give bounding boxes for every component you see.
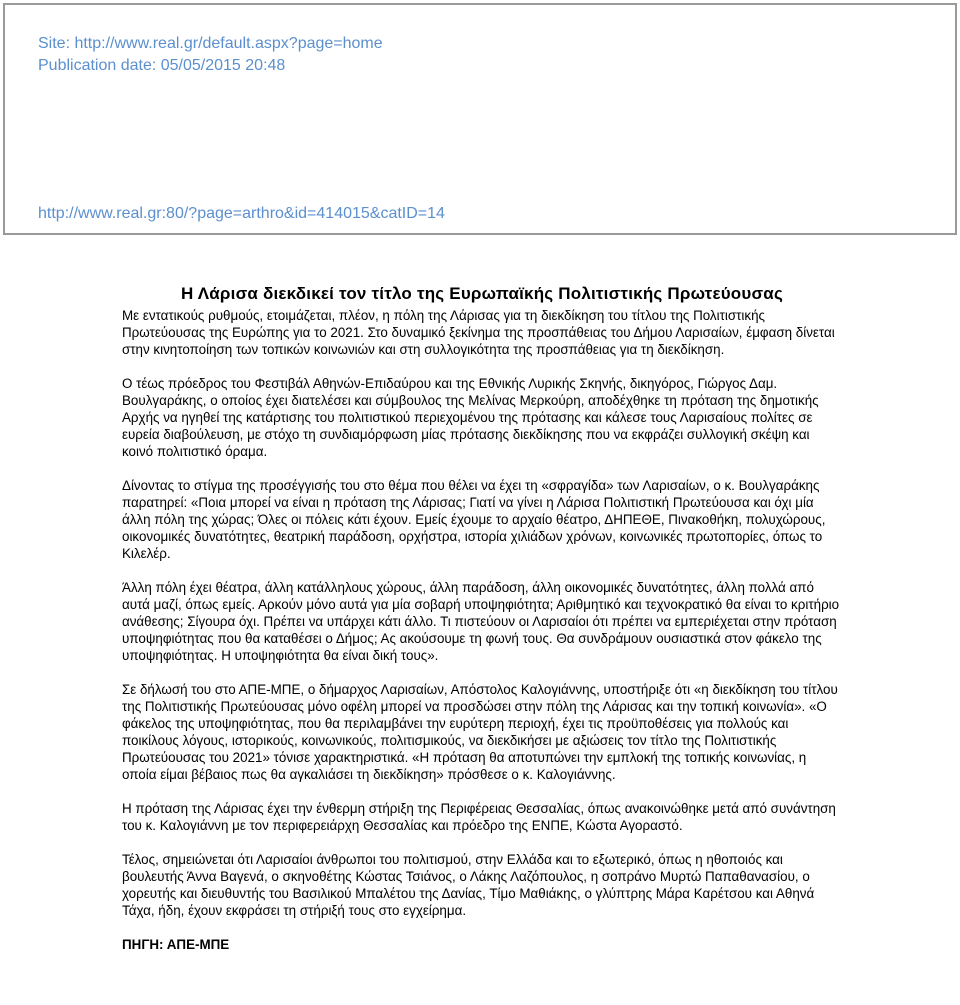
article-body (122, 283, 842, 953)
paragraph-5: Σε δήλωσή του στο ΑΠΕ-ΜΠΕ, ο δήμαρχος Λαρισαίων, Απόστολος Καλογιάννης, υποστήριξε ότι «η διεκδίκηση του τίτλου της Πολιτιστικής Πρωτεύουσας μόνο οφέλη μπορεί να προσδώσει στην πόλη της Λάρισας και την τοπική κοινωνία». «Ο φάκελος της υποψηφιότητας, που θα περιλαμβάνει την ευρύτερη περιοχή, έχει τις προϋποθέσεις για πολλούς και ποικίλους λόγους, ιστορικούς, κοινωνικούς, πολιτισμικούς, να διεκδικήσει με αξιώσεις τον τίτλο της Πολιτιστικής Πρωτεύουσας του 2021» τόνισε χαρακτηριστικά. «Η πρόταση θα αποτυπώνει την εμπλοκή της τοπικής κοινωνίας, η οποία είμαι βέβαιος πως θα αγκαλιάσει τη διεκδίκηση» πρόσθεσε ο κ. Καλογιάννης. (122, 682, 838, 782)
article-headline: Η Λάρισα διεκδικεί τον τίτλο της Ευρωπαϊκής Πολιτιστικής Πρωτεύουσας (180, 284, 784, 303)
site-url: Site: http://www.real.gr/default.aspx?page=home (38, 35, 383, 52)
paragraph-1: Με εντατικούς ρυθμούς, ετοιμάζεται, πλέον, η πόλη της Λάρισας για τη διεκδίκηση του τίτλου της Πολιτιστικής Πρωτεύουσας της Ευρώπης για το 2021. Στο δυναμικό ξεκίνημα της προσπάθειας του Δήμου Λαρισαίων, έμφαση δίνεται στην κινητοποίηση των τοπικών κοινωνιών και στη συλλογικότητα της προσπάθειας για τη διεκδίκηση. (122, 308, 835, 357)
publication-date: Publication date: 05/05/2015 20:48 (38, 57, 286, 74)
metadata-box (3, 3, 957, 235)
article-url[interactable]: http://www.real.gr:80/?page=arthro&id=414015&catID=14 (38, 205, 445, 222)
article-source: ΠΗΓΗ: ΑΠΕ-ΜΠΕ (122, 937, 230, 952)
paragraph-6: Η πρόταση της Λάρισας έχει την ένθερμη στήριξη της Περιφέρειας Θεσσαλίας, όπως ανακοινώθηκε μετά από συνάντηση του κ. Καλογιάννη με τον περιφερειάρχη Θεσσαλίας και πρόεδρο της ΕΝΠΕ, Κώστα Αγοραστό. (122, 801, 836, 833)
paragraph-7: Τέλος, σημειώνεται ότι Λαρισαίοι άνθρωποι του πολιτισμού, στην Ελλάδα και το εξωτερικό, όπως η ηθοποιός και βουλευτής Άννα Βαγενά, ο σκηνοθέτης Κώστας Τσιάνος, ο Λάκης Λαζόπουλος, η σοπράνο Μυρτώ Παπαθανασίου, ο χορευτής και διευθυντής του Βασιλικού Μπαλέτου της Δανίας, Τίμο Μαθιάκης, ο γλύπτρης Μάρα Καρέτσου και Αθηνά Τάχα, ήδη, έχουν εκφράσει τη στήριξή τους στο εγχείρημα. (122, 852, 815, 918)
paragraph-3: Δίνοντας το στίγμα της προσέγγισής του στο θέμα που θέλει να έχει τη «σφραγίδα» των Λαρισαίων, ο κ. Βουλγαράκης παρατηρεί: «Ποια μπορεί να είναι η πρόταση της Λάρισας; Γιατί να γίνει η Λάρισα Πολιτιστική Πρωτεύουσα και όχι μία άλλη πόλη της χώρας; Όλες οι πόλεις κάτι έχουν. Εμείς έχουμε το αρχαίο θέατρο, ΔΗΠΕΘΕ, Πινακοθήκη, πολυχώρους, οικονομικές δυνατότητες, θεατρική παράδοση, ορχήστρα, ιστορία χιλιάδων χρόνων, κοινωνικές πρωτοπορίες, όπως το Κιλελέρ. (122, 478, 826, 561)
paragraph-4: Άλλη πόλη έχει θέατρα, άλλη κατάλληλους χώρους, άλλη παράδοση, άλλη οικονομικές δυνατότητες, άλλη πολλά από αυτά μαζί, όπως εμείς. Αρκούν μόνο αυτά για μία σοβαρή υποψηφιότητα; Αριθμητικό και τεχνοκρατικό θα είναι το κριτήριο ανάθεσης; Σίγουρα όχι. Πρέπει να υπάρχει κάτι άλλο. Τι πιστεύουν οι Λαρισαίοι ότι πρέπει να εμπεριέχεται στην πρόταση υποψηφιότητας που θα καταθέσει ο Δήμος; Ας ακούσουμε τη φωνή τους. Θα συνδράμουν ουσιαστικά στον φάκελο της υποψηφιότητας. Η υποψηφιότητα θα είναι δική τους». (122, 580, 840, 663)
paragraph-2: Ο τέως πρόεδρος του Φεστιβάλ Αθηνών-Επιδαύρου και της Εθνικής Λυρικής Σκηνής, δικηγόρος, Γιώργος Δαμ. Βουλγαράκης, ο οποίος έχει διατελέσει και σύμβουλος της Μελίνας Μερκούρη, αποδέχθηκε τη πρόταση της δημοτικής Αρχής να ηγηθεί της κατάρτισης του πολιτιστικού περιεχομένου της πρότασης και κάλεσε τους Λαρισαίους πολίτες σε ευρεία διαβούλευση, με στόχο τη συνδιαμόρφωση μίας πρότασης διεκδίκησης που να εκφράζει συλλογική σκέψη και κοινό πολιτιστικό όραμα. (122, 376, 819, 459)
